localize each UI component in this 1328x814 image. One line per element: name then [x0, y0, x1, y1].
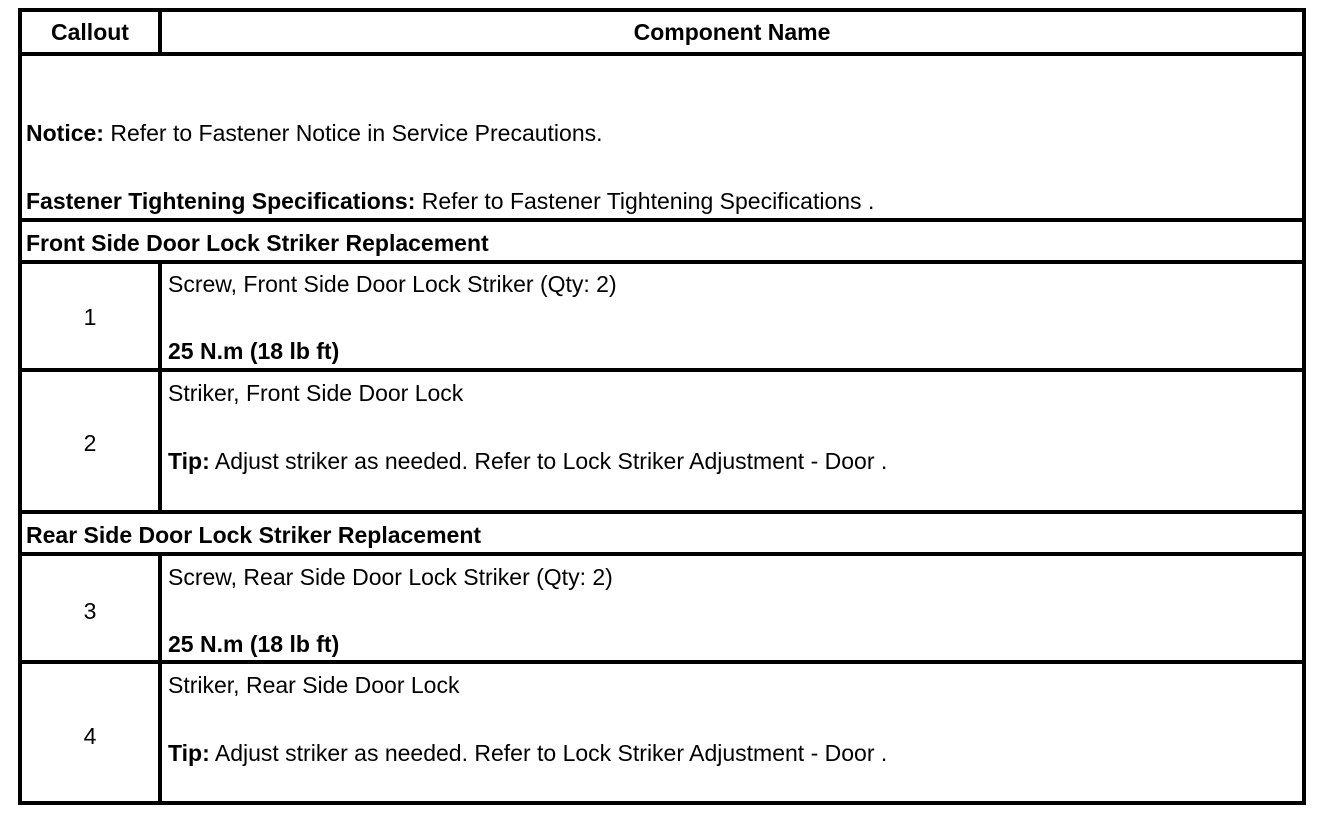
callout-number: 4 — [83, 723, 97, 749]
tip-label: Tip: — [168, 740, 210, 766]
torque-spec: 25 N.m (18 lb ft) — [168, 631, 340, 657]
notice-label: Notice: — [26, 120, 104, 146]
tip-text: Adjust striker as needed. Refer to Lock Striker Adjustment - Door . — [209, 448, 888, 474]
row-divider — [22, 552, 1302, 556]
section-title: Front Side Door Lock Striker Replacement — [26, 230, 489, 256]
row-divider — [22, 260, 1302, 264]
fastener-spec-text: Refer to Fastener Tightening Specifications . — [415, 188, 875, 214]
component-name: Screw, Rear Side Door Lock Striker (Qty: 2) — [168, 564, 613, 590]
tip-label: Tip: — [168, 448, 210, 474]
row-divider — [22, 368, 1302, 372]
fastener-spec-label: Fastener Tightening Specifications: — [26, 188, 416, 214]
column-divider — [158, 664, 162, 805]
column-divider — [158, 556, 162, 660]
fastener-spec-line — [26, 188, 874, 214]
tip-line — [168, 448, 887, 474]
callout-number: 1 — [83, 304, 97, 330]
header-component-name: Component Name — [633, 18, 831, 45]
component-name: Screw, Front Side Door Lock Striker (Qty: 2) — [168, 271, 617, 297]
component-table — [18, 8, 1306, 805]
torque-spec: 25 N.m (18 lb ft) — [168, 338, 340, 364]
tip-line — [168, 740, 887, 766]
row-divider — [22, 510, 1302, 514]
component-name: Striker, Front Side Door Lock — [168, 380, 464, 406]
row-divider — [22, 660, 1302, 664]
notice-line — [26, 120, 603, 146]
column-divider — [158, 372, 162, 510]
notice-text: Refer to Fastener Notice in Service Precautions. — [103, 120, 603, 146]
callout-number: 2 — [83, 430, 97, 456]
component-name: Striker, Rear Side Door Lock — [168, 672, 460, 698]
header-callout: Callout — [51, 18, 129, 45]
row-divider — [22, 218, 1302, 222]
tip-text: Adjust striker as needed. Refer to Lock Striker Adjustment - Door . — [209, 740, 888, 766]
section-title: Rear Side Door Lock Striker Replacement — [26, 522, 482, 548]
column-divider — [158, 264, 162, 368]
row-divider — [22, 52, 1302, 56]
callout-number: 3 — [83, 598, 97, 624]
